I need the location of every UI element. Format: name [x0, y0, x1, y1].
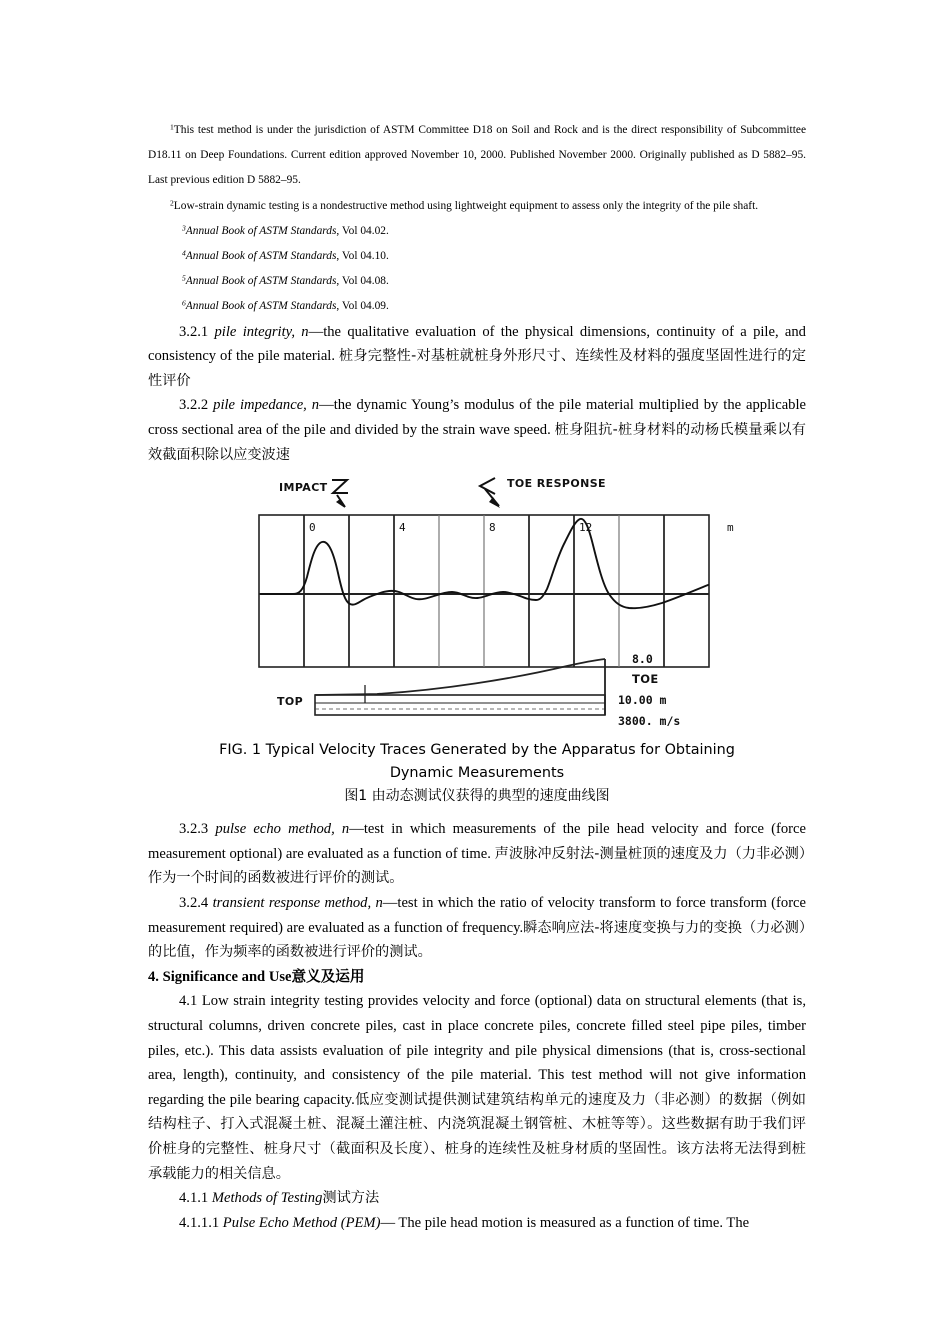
- definition-3-2-2: [148, 393, 806, 467]
- footnote-block: [148, 118, 806, 320]
- definition-3-2-3-english: —test in which measurements of the pile head velocity and force (force measurement optional) are evaluated as a function of time.: [148, 821, 806, 862]
- footnote-5: [148, 269, 806, 294]
- definition-3-2-4-term: transient response method, n: [212, 894, 383, 911]
- footnote-3-roman: , Vol 04.02.: [336, 224, 389, 237]
- chart-gridlines-vertical: [304, 515, 664, 667]
- figure-1: [148, 473, 806, 731]
- footnote-3: [148, 219, 806, 244]
- paragraph-4-1-1-1-english: — The pile head motion is measured as a function of time. The: [380, 1214, 750, 1231]
- definition-3-2-2-number: 3.2.2: [179, 397, 209, 414]
- definition-3-2-4: [148, 891, 806, 965]
- paragraph-4-1-chinese: 低应变测试提供测试建筑结构单元的速度及力（非必测）的数据（例如结构柱子、打入式混凝土桩、混凝土灌注桩、内浇筑混凝土钢管桩、木桩等等）。这些数据有助于我们评价桩身的完整性、桩身尺寸（截面积及长度）、桩身的连续性及桩身材质的坚固性。该方法将无法得到桩承载能力的相关信息。: [148, 1091, 806, 1182]
- velocity-trace-chart: [237, 473, 734, 729]
- footnote-4: [148, 244, 806, 269]
- definition-3-2-3: [148, 817, 806, 891]
- figure-caption-cn: 图1 由动态测试仪获得的典型的速度曲线图: [344, 788, 610, 805]
- readout-wave-speed: 3800. m/s: [618, 714, 681, 729]
- footnote-2: [148, 194, 806, 219]
- definition-3-2-2-chinese: 桩身阻抗-桩身材料的动杨氏模量乘以有效截面积除以应变波速: [148, 422, 806, 463]
- chart-tick-8: 8: [489, 521, 496, 535]
- top-label: TOP: [277, 695, 304, 709]
- footnote-4-roman: , Vol 04.10.: [336, 250, 389, 263]
- definition-3-2-3-number: 3.2.3: [179, 821, 209, 838]
- figure-caption-en: FIG. 1 Typical Velocity Traces Generated by the Apparatus for Obtaining Dynamic Measurements: [219, 742, 735, 782]
- footnote-6-roman: , Vol 04.09.: [336, 300, 389, 313]
- footnote-4-italic: Annual Book of ASTM Standards: [185, 250, 337, 263]
- pile-body: [315, 695, 605, 715]
- paragraph-4-1-1-number: 4.1.1: [179, 1190, 209, 1207]
- toe-response-label: TOE RESPONSE: [507, 477, 606, 491]
- footnote-2-text: Low-strain dynamic testing is a nondestructive method using lightweight equipment to assess only the integrity of the pile shaft.: [173, 199, 759, 212]
- impact-arrow-icon: [332, 480, 348, 508]
- paragraph-4-1-1-1: [148, 1211, 806, 1236]
- footnote-marker-3: 3: [182, 223, 186, 233]
- readout-toe-label: TOE: [632, 672, 659, 687]
- footnote-marker-5: 5: [182, 273, 186, 283]
- impact-label: IMPACT: [279, 481, 328, 495]
- footnote-1: [148, 118, 806, 194]
- footnote-6: [148, 294, 806, 319]
- definition-3-2-4-number: 3.2.4: [179, 894, 209, 911]
- pile-envelope-curve: [315, 659, 605, 695]
- footnote-1-text: This test method is under the jurisdiction of ASTM Committee D18 on Soil and Rock and is the direct responsibility of Subcommittee D18.11 on Deep Foundations. Current edition approved November 10, 2000. Published November 2000. Originally published as D 5882–95. Last previous edition D 5882–95.: [148, 124, 806, 187]
- footnote-marker-6: 6: [182, 298, 186, 308]
- chart-axis-unit: m: [727, 521, 734, 535]
- footnote-marker-1: 1: [170, 122, 174, 132]
- paragraph-4-1-number: 4.1: [179, 993, 198, 1010]
- footnote-5-italic: Annual Book of ASTM Standards: [185, 275, 337, 288]
- page-content: [148, 118, 806, 1235]
- footnote-3-italic: Annual Book of ASTM Standards: [185, 224, 337, 237]
- paragraph-4-1-1-1-number: 4.1.1.1: [179, 1214, 220, 1231]
- definition-3-2-4-english: —test in which the ratio of velocity transform to force transform (force measurement required) are evaluated as a function of frequency.: [148, 894, 807, 936]
- paragraph-4-1-english: Low strain integrity testing provides velocity and force (optional) data on structural elements (that is, structural columns, driven concrete piles, cast in place concrete piles, concrete filled steel pipe piles, timber piles, etc.). This data assists evaluation of pile integrity and pile physical dimensions (that is, cross-sectional area, length), continuity, and consistency of the pile material. This test method will not give information regarding the pile bearing capacity.: [148, 993, 806, 1108]
- readout-amplitude: 8.0: [632, 652, 653, 667]
- chart-tick-0: 0: [309, 521, 316, 535]
- definition-3-2-1-chinese: 桩身完整性-对基桩就桩身外形尺寸、连续性及材料的强度坚固性进行的定性评价: [148, 348, 807, 389]
- chart-tick-4: 4: [399, 521, 406, 535]
- paragraph-4-1-1-1-term: Pulse Echo Method (PEM): [222, 1214, 381, 1231]
- definition-3-2-1-term: pile integrity, n: [214, 323, 309, 340]
- footnote-marker-4: 4: [182, 248, 186, 258]
- footnote-5-roman: , Vol 04.08.: [336, 275, 389, 288]
- footnote-6-italic: Annual Book of ASTM Standards: [185, 300, 337, 313]
- definition-3-2-2-term: pile impedance, n: [213, 397, 320, 414]
- paragraph-4-1-1-term: Methods of Testing: [211, 1190, 323, 1207]
- paragraph-4-1-1-chinese: 测试方法: [322, 1190, 380, 1207]
- definition-3-2-4-chinese: 瞬态响应法-将速度变换与力的变换（力必测）的比值，作为频率的函数被进行评价的测试。: [148, 919, 806, 961]
- definition-3-2-2-english: —the dynamic Young’s modulus of the pile material multiplied by the applicable cross sectional area of the pile and divided by the strain wave speed.: [148, 397, 807, 438]
- readout-length: 10.00 m: [618, 693, 667, 708]
- definition-3-2-3-term: pulse echo method, n: [215, 821, 350, 838]
- definition-3-2-1: [148, 320, 806, 394]
- toe-response-arrow-icon: [480, 478, 500, 508]
- section-4-heading: 4. Significance and Use意义及运用: [148, 968, 365, 985]
- paragraph-4-1-1: [148, 1186, 806, 1211]
- definition-3-2-1-english: —the qualitative evaluation of the physical dimensions, continuity of a pile, and consistency of the pile material.: [148, 323, 806, 365]
- paragraph-4-1: [148, 989, 806, 1186]
- definition-3-2-1-number: 3.2.1: [179, 323, 209, 340]
- definition-3-2-3-chinese: 声波脉冲反射法-测量桩顶的速度及力（力非必测）作为一个时间的函数被进行评价的测试。: [148, 845, 806, 887]
- chart-tick-12: 12: [579, 521, 593, 535]
- footnote-marker-2: 2: [170, 198, 174, 208]
